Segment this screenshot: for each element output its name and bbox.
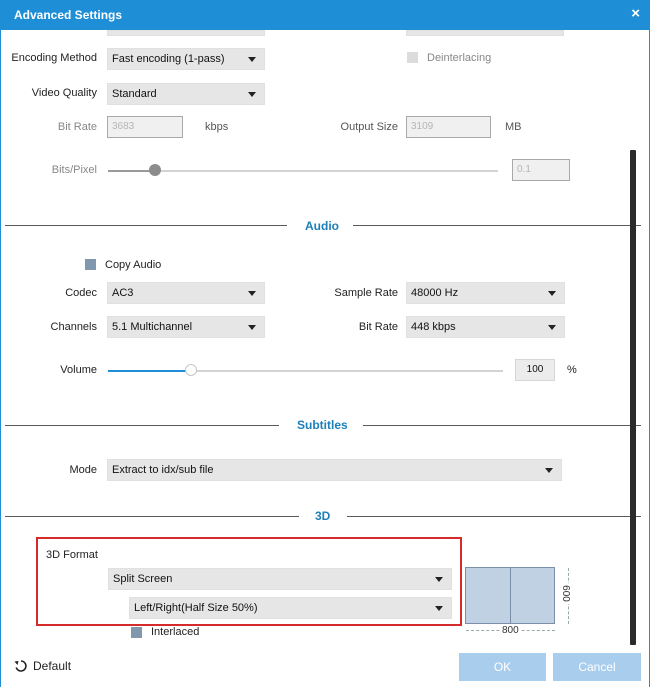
scrolled-select-left[interactable] (107, 30, 265, 36)
volume-slider-fill (108, 370, 191, 372)
bits-pixel-slider-fill (108, 170, 155, 172)
codec-value: AC3 (112, 287, 134, 299)
subtitles-divider-right (363, 425, 641, 426)
bits-pixel-label: Bits/Pixel (51, 164, 97, 176)
sample-rate-label: Sample Rate (334, 287, 398, 299)
default-button[interactable]: Default (33, 659, 72, 673)
deinterlacing-checkbox[interactable] (407, 52, 418, 63)
scrollbar-thumb[interactable] (630, 150, 636, 645)
volume-slider-handle[interactable] (185, 364, 197, 376)
video-quality-select[interactable] (107, 83, 265, 105)
window-title: Advanced Settings (14, 8, 123, 22)
encoding-method-select[interactable] (107, 48, 265, 70)
chevron-down-icon (248, 291, 256, 296)
video-bit-rate-unit: kbps (205, 121, 229, 133)
subtitle-mode-label: Mode (69, 464, 97, 476)
video-bit-rate-input[interactable]: 3683 (107, 116, 183, 138)
3d-divider-left (5, 516, 299, 517)
interlaced-label: Interlaced (151, 626, 200, 638)
encoding-method-label: Encoding Method (11, 52, 97, 64)
chevron-down-icon (548, 325, 556, 330)
codec-label: Codec (65, 287, 97, 299)
sample-rate-select[interactable] (406, 282, 565, 304)
interlaced-checkbox[interactable] (131, 627, 142, 638)
audio-divider-right (353, 225, 641, 226)
chevron-down-icon (545, 468, 553, 473)
3d-format-label: 3D Format (46, 549, 98, 561)
chevron-down-icon (248, 92, 256, 97)
bits-pixel-slider-track[interactable] (108, 170, 498, 172)
3d-divider-right (347, 516, 641, 517)
volume-input[interactable]: 100 (515, 359, 555, 381)
cancel-button[interactable]: Cancel (553, 653, 641, 681)
preview-height-label: 600 (559, 585, 571, 602)
output-size-unit: MB (505, 121, 522, 133)
encoding-method-value: Fast encoding (1-pass) (112, 53, 225, 65)
3d-section-title: 3D (315, 509, 331, 523)
subtitle-mode-select[interactable] (107, 459, 562, 481)
title-bar (0, 0, 650, 30)
chevron-down-icon (548, 291, 556, 296)
subtitles-section-title: Subtitles (297, 418, 348, 432)
chevron-down-icon (248, 325, 256, 330)
subtitle-mode-value: Extract to idx/sub file (112, 464, 214, 476)
audio-bit-rate-select[interactable] (406, 316, 565, 338)
output-size-label: Output Size (340, 121, 398, 133)
video-quality-value: Standard (112, 88, 157, 100)
ok-button[interactable]: OK (459, 653, 546, 681)
sample-rate-value: 48000 Hz (411, 287, 459, 299)
output-size-input[interactable]: 3109 (406, 116, 491, 138)
reset-arrow-icon[interactable] (14, 659, 28, 673)
copy-audio-label: Copy Audio (105, 259, 162, 271)
channels-label: Channels (50, 321, 97, 333)
close-icon[interactable]: × (631, 5, 640, 22)
audio-bit-rate-value: 448 kbps (411, 321, 456, 333)
codec-select[interactable] (107, 282, 265, 304)
video-bit-rate-label: Bit Rate (57, 121, 97, 133)
preview-width-label: 800 (502, 625, 519, 636)
subtitles-divider-left (5, 425, 279, 426)
channels-value: 5.1 Multichannel (112, 321, 193, 333)
bits-pixel-slider-handle[interactable] (149, 164, 161, 176)
bits-pixel-input[interactable]: 0.1 (512, 159, 570, 181)
3d-layout-value: Left/Right(Half Size 50%) (134, 602, 258, 614)
vertical-scrollbar[interactable] (626, 30, 642, 645)
deinterlacing-label: Deinterlacing (427, 52, 492, 64)
video-quality-label: Video Quality (31, 87, 97, 99)
channels-select[interactable] (107, 316, 265, 338)
audio-bit-rate-label: Bit Rate (358, 321, 398, 333)
footer-bar (1, 645, 649, 687)
volume-unit: % (567, 364, 577, 376)
preview-divider (510, 568, 511, 623)
audio-divider-left (5, 225, 287, 226)
audio-section-title: Audio (305, 219, 339, 233)
highlight-annotation-box (36, 537, 462, 626)
copy-audio-checkbox[interactable] (85, 259, 96, 270)
chevron-down-icon (248, 57, 256, 62)
3d-split-preview (465, 567, 555, 624)
scrolled-select-right[interactable] (406, 30, 564, 36)
3d-format-value: Split Screen (113, 573, 173, 585)
volume-label: Volume (60, 364, 97, 376)
